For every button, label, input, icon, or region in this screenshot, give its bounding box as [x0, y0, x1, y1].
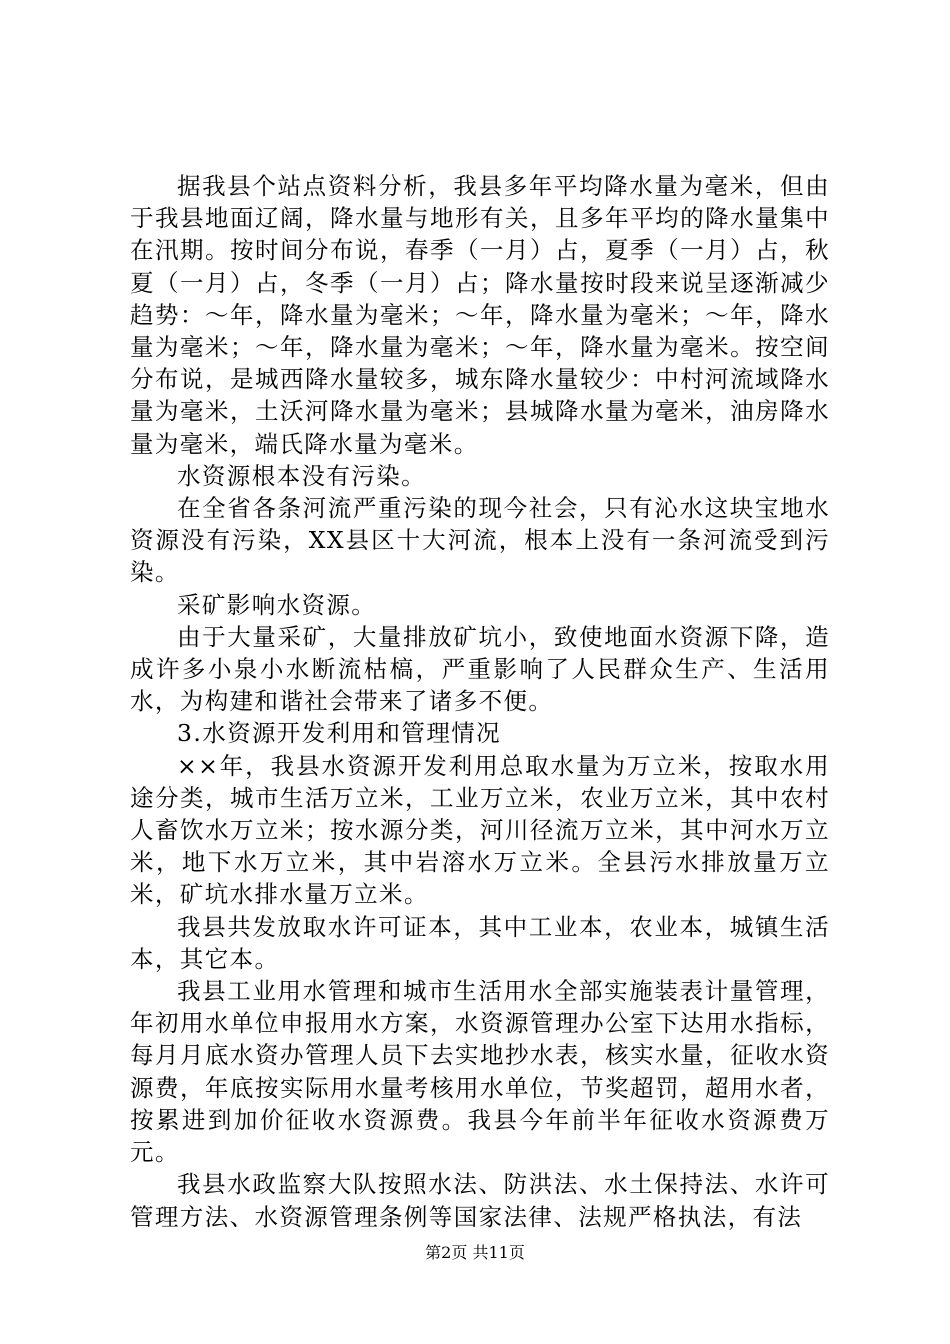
paragraph-rainfall-analysis: 据我县个站点资料分析，我县多年平均降水量为毫米，但由于我县地面辽阔，降水量与地形有关，且多年平均的降水量集中在汛期。按时间分布说，春季（一月）占，夏季（一月）占，秋夏（一月）占，冬季（一月）占；降水量按时段来说呈逐渐减少趋势：～年，降水量为毫米；～年，降水量为毫米；～年，降水量为毫米；～年，降水量为毫米；～年，降水量为毫米。按空间分布说，是城西降水量较多，城东降水量较少：中村河流域降水量为毫米，土沃河降水量为毫米；县城降水量为毫米，油房降水量为毫米，端氏降水量为毫米。: [130, 172, 830, 458]
paragraph-metering-management: 我县工业用水管理和城市生活用水全部实施装表计量管理，年初用水单位申报用水方案，水资源管理办公室下达用水指标，每月月底水资办管理人员下去实地抄水表，核实水量，征收水资源费，年底按实际用水量考核用水单位，节奖超罚，超用水者，按累进到加价征收水资源费。我县今年前半年征收水资源费万元。: [130, 977, 830, 1167]
page-footer: [0, 1243, 950, 1263]
paragraph-mining-heading: 采矿影响水资源。: [177, 590, 377, 619]
section-heading-water-management: 3.水资源开发利用和管理情况: [177, 719, 502, 748]
paragraph-no-pollution: 在全省各条河流严重污染的现今社会，只有沁水这块宝地水资源没有污染，XX县区十大河流，根本上没有一条河流受到污染。: [130, 494, 830, 587]
page-total: 共11页: [472, 1243, 525, 1262]
page-number: 第2页: [425, 1243, 468, 1262]
paragraph-water-usage: ××年，我县水资源开发利用总取水量为万立米，按取水用途分类，城市生活万立米，工业万立米，农业万立米，其中农村人畜饮水万立米；按水源分类，河川径流万立米，其中河水万立米，地下水万立米，其中岩溶水万立米。全县污水排放量万立米，矿坑水排水量万立米。: [130, 751, 830, 909]
paragraph-no-pollution-heading: 水资源根本没有污染。: [177, 461, 426, 490]
paragraph-permits: 我县共发放取水许可证本，其中工业本，农业本，城镇生活本，其它本。: [130, 912, 830, 973]
paragraph-law-enforcement: 我县水政监察大队按照水法、防洪法、水土保持法、水许可管理方法、水资源管理条例等国家法律、法规严格执法，有法: [130, 1170, 830, 1231]
document-body: [130, 170, 830, 1233]
paragraph-mining-impact: 由于大量采矿，大量排放矿坑小，致使地面水资源下降，造成许多小泉小水断流枯槁，严重影响了人民群众生产、生活用水，为构建和谐社会带来了诸多不便。: [130, 622, 830, 716]
